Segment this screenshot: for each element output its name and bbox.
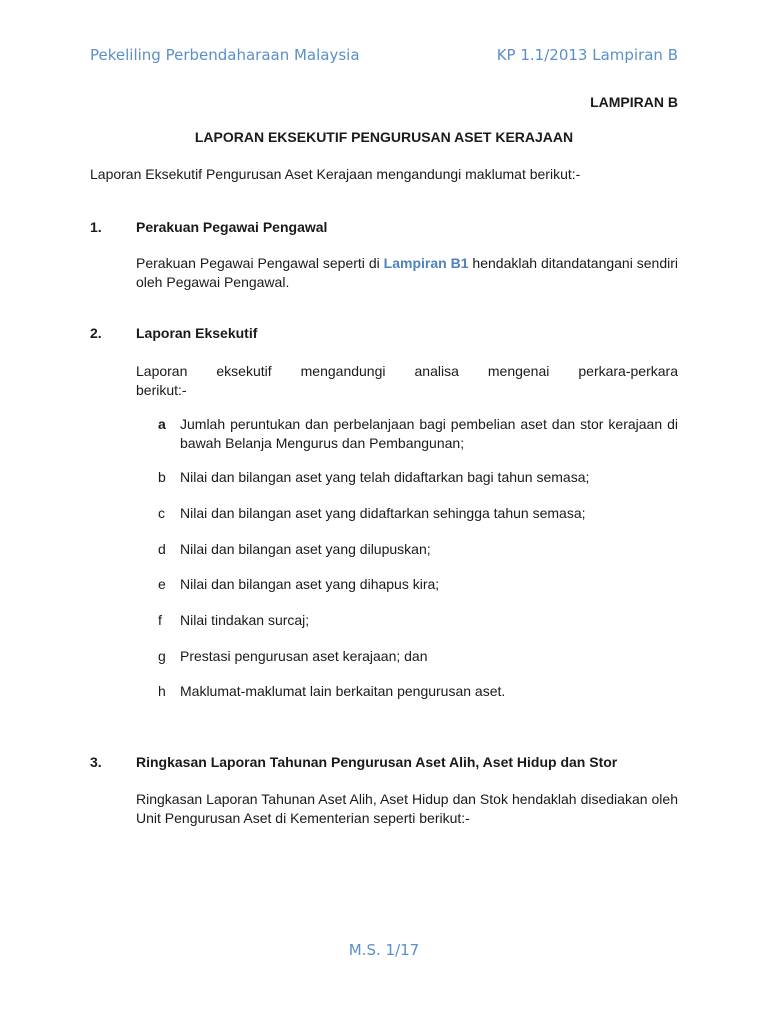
section-3-heading: Ringkasan Laporan Tahunan Pengurusan Aset Alih, Aset Hidup dan Stor (136, 754, 618, 770)
list-letter: g (158, 648, 166, 664)
list-letter: f (158, 612, 162, 628)
section-2-number: 2. (90, 325, 102, 341)
section-2-word: Laporan (136, 363, 188, 379)
section-1-heading: Perakuan Pegawai Pengawal (136, 219, 328, 235)
document-title: LAPORAN EKSEKUTIF PENGURUSAN ASET KERAJAAN (194, 129, 574, 145)
list-letter: d (158, 541, 166, 557)
section-2-word: analisa (414, 363, 459, 379)
list-letter: h (158, 683, 166, 699)
list-text: Nilai dan bilangan aset yang dilupuskan; (180, 541, 431, 557)
list-text: Nilai dan bilangan aset yang didaftarkan sehingga tahun semasa; (180, 505, 586, 521)
list-item-c (158, 504, 678, 523)
section-2-word: mengandungi (300, 363, 386, 379)
page-number: M.S. 1/17 (348, 941, 420, 959)
list-text: Nilai dan bilangan aset yang dihapus kira; (180, 576, 440, 592)
list-text: Prestasi pengurusan aset kerajaan; dan (180, 648, 428, 664)
lampiran-b1-link[interactable]: Lampiran B1 (383, 255, 469, 271)
list-item-e (158, 575, 678, 594)
section-3-number: 3. (90, 754, 102, 770)
section-2-paragraph-tail: berikut:- (136, 382, 187, 398)
header-reference: KP 1.1/2013 Lampiran B (496, 46, 678, 64)
list-text: Maklumat-maklumat lain berkaitan pengurusan aset. (180, 683, 506, 699)
section-2-heading: Laporan Eksekutif (136, 325, 258, 341)
section-2-word: perkara-perkara (578, 363, 678, 379)
section-2-paragraph (136, 362, 678, 400)
header-circular-title: Pekeliling Perbendaharaan Malaysia (90, 46, 360, 64)
section-2-word: eksekutif (216, 363, 272, 379)
list-text: Nilai dan bilangan aset yang telah didaftarkan bagi tahun semasa; (180, 469, 590, 485)
section-1-number: 1. (90, 219, 102, 235)
list-item-d (158, 540, 678, 559)
list-letter: a (158, 416, 166, 432)
list-letter: b (158, 469, 166, 485)
list-item-f (158, 611, 678, 630)
section-1-paragraph (136, 254, 678, 292)
list-item-b (158, 468, 678, 487)
appendix-label: LAMPIRAN B (590, 94, 678, 110)
section-1-text-after-link: hendaklah ditandatangani sendiri oleh Pegawai Pengawal. (136, 255, 678, 290)
section-2-paragraph-line (136, 362, 678, 381)
list-letter: c (158, 505, 165, 521)
section-1-text-before-link: Perakuan Pegawai Pengawal seperti di (136, 255, 384, 271)
page-header (90, 46, 678, 68)
list-item-g (158, 647, 678, 666)
list-letter: e (158, 576, 166, 592)
section-3-paragraph: Ringkasan Laporan Tahunan Aset Alih, Aset Hidup dan Stok hendaklah disediakan oleh Unit Pengurusan Aset di Kementerian seperti berikut:- (136, 791, 678, 826)
section-2-word: mengenai (487, 363, 550, 379)
list-item-a (158, 415, 678, 453)
list-text: Jumlah peruntukan dan perbelanjaan bagi pembelian aset dan stor kerajaan di bawah Belanja Mengurus dan Pembangunan; (180, 416, 678, 451)
list-item-h (158, 682, 678, 701)
list-text: Nilai tindakan surcaj; (180, 612, 310, 628)
intro-paragraph: Laporan Eksekutif Pengurusan Aset Kerajaan mengandungi maklumat berikut:- (90, 166, 581, 182)
